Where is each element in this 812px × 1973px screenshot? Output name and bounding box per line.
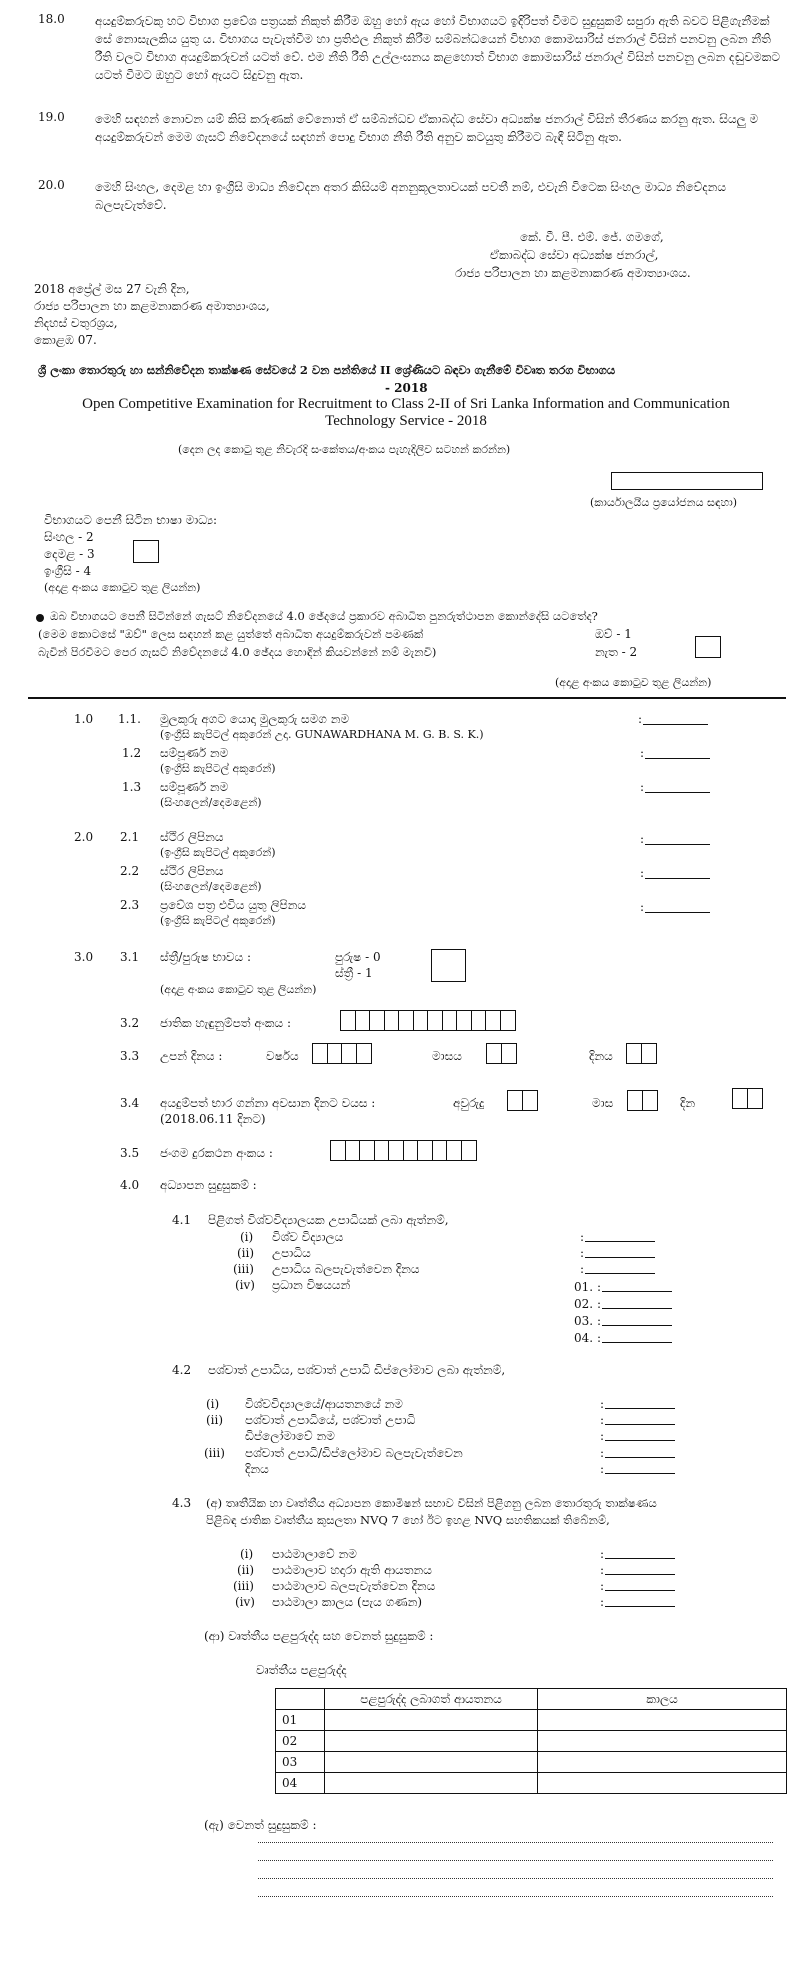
age-label: අයදුම්පත් භාර ගන්නා අවසාන දිනට වයස :	[160, 1096, 376, 1110]
nvq-iv-colon: :	[600, 1595, 605, 1609]
table-cell-period[interactable]	[538, 1752, 787, 1773]
item-2-3-colon: :	[640, 900, 645, 914]
office-use-box	[611, 472, 763, 490]
item-2-1-label: ස්ථිර ලිපිනය	[160, 830, 224, 844]
phone-label: ජංගම දුරකථන අංකය :	[160, 1146, 273, 1160]
item-1-2-hint: (ඉංග්‍රීසි කැපිටල් අකුරෙන්)	[160, 762, 276, 775]
nvq-iv-label: පාඨමාලා කාලය (පැය ගණන)	[272, 1595, 423, 1609]
item-2-1-colon: :	[640, 832, 645, 846]
medium-option-tamil: දෙමළ - 3	[44, 547, 95, 561]
form-title-sinhala: ශ්‍රී ලංකා තොරතුරු හා සන්නිවේදන තාක්ෂණ සේවයේ 2 වන පන්තියේ II ශ්‍රේණියට බඳවා ගැනීමේ විවෘත තරග විභාගය	[38, 363, 616, 377]
item-1-1-number: 1.1.	[118, 712, 141, 726]
table-row	[276, 1731, 787, 1752]
postgrad-ii-field[interactable]	[605, 1424, 675, 1425]
postgrad-title: පශ්චාත් උපාධිය, පශ්චාත් උපාධි ඩිප්ලෝමාව ලබා ඇත්නම්,	[208, 1363, 506, 1377]
gender-female-option: ස්ත්‍රී - 1	[335, 966, 373, 980]
table-header-cell: කාලය	[538, 1689, 787, 1710]
reconstruction-question: ඔබ විභාගයට පෙනී සිටින්නේ ගැසට් නිවේදනයේ 4.0 ඡේදයේ ප්‍රකාරව අබාධිත පුනරුත්ථාපන කොන්දේසි යටතේද?	[50, 609, 598, 623]
signature-ministry: රාජ්‍ය පරිපාලන හා කළමනාකරණ අමාත්‍යාංශය.	[455, 266, 691, 280]
postgrad-i-number: (i)	[206, 1397, 220, 1411]
medium-label: විභාගයට පෙනී සිටින භාෂා මාධ්‍ය:	[44, 513, 218, 527]
item-2-2-number: 2.2	[120, 864, 140, 878]
item-2-3-label: ප්‍රවේශ පත්‍ර එවිය යුතු ලිපිනය	[160, 898, 307, 912]
degree-ii-field[interactable]	[585, 1257, 655, 1258]
item-1-1-label: මුලකුරු අගට යොදා මුලකුරු සමග නම	[160, 712, 350, 726]
table-cell-institution[interactable]	[325, 1773, 538, 1794]
postgrad-iii-field-2[interactable]	[605, 1473, 675, 1474]
subject-04-field[interactable]	[602, 1342, 672, 1343]
dob-day-cells[interactable]	[626, 1043, 655, 1064]
item-1-1-colon: :	[638, 712, 643, 726]
postgrad-iii-field[interactable]	[605, 1457, 675, 1458]
postgrad-ii-number: (ii)	[206, 1413, 224, 1427]
gender-input-box[interactable]	[431, 949, 466, 982]
nvq-iii-number: (iii)	[233, 1579, 254, 1593]
gender-note: (අදාළ අංකය කොටුව තුළ ලියන්න)	[160, 983, 317, 996]
postgrad-ii-label-2: ඩිප්ලෝමාවේ නම	[245, 1429, 335, 1443]
item-2-2-label: ස්ථිර ලිපිනය	[160, 864, 224, 878]
nvq-ii-field[interactable]	[605, 1574, 675, 1575]
item-1-3-number: 1.3	[122, 780, 142, 794]
table-row	[276, 1773, 787, 1794]
clause-19-number: 19.0	[38, 110, 65, 124]
postgrad-i-field[interactable]	[605, 1408, 675, 1409]
age-years-label: අවුරුදු	[453, 1096, 485, 1110]
degree-iii-field[interactable]	[585, 1273, 655, 1274]
address-line-2: නිදහස් චතුරශ්‍රය,	[34, 316, 118, 330]
section-3-number: 3.0	[74, 950, 94, 964]
reconstruction-yes: ඔව් - 1	[595, 627, 632, 641]
table-cell-institution[interactable]	[325, 1731, 538, 1752]
item-3-5-number: 3.5	[120, 1146, 140, 1160]
item-2-2-field[interactable]	[645, 878, 710, 879]
clause-19-text: මෙහි සඳහන් නොවන යම් කිසි කරුණක් වේනොත් ඒ සම්බන්ධව ඒකාබද්ධ සේවා අධ්‍යක්ෂ ජනරාල් විසින් තීරණය කරනු ඇත. සියලු ම අයදුම්කරුවන් මෙම ගැසට් නිවේදනයේ සඳහන් පොදු විභාග නීති රීති අනුව කටයුතු කිරීමට බැඳී සිටිනු ඇත.	[95, 112, 759, 144]
item-3-1-number: 3.1	[120, 950, 140, 964]
nvq-iv-field[interactable]	[605, 1606, 675, 1607]
signature-name: කේ. වී. පී. එම්. ජේ. ගමගේ,	[520, 230, 664, 244]
nvq-iii-colon: :	[600, 1579, 605, 1593]
subject-03-label: 03.	[574, 1314, 594, 1328]
item-1-1-field[interactable]	[643, 724, 708, 725]
subject-01-label: 01.	[574, 1280, 594, 1294]
degree-i-label: විශ්ව විද්‍යාලය	[272, 1230, 344, 1244]
dob-month-label: මාසය	[432, 1049, 462, 1063]
section-1-number: 1.0	[74, 712, 94, 726]
postgrad-iii-colon: :	[600, 1446, 605, 1460]
medium-option-english: ඉංග්‍රීසි - 4	[44, 564, 92, 578]
table-row	[276, 1752, 787, 1773]
item-2-3-hint: (ඉංග්‍රීසි කැපිටල් අකුරෙන්)	[160, 914, 276, 927]
reconstruction-no: නැත - 2	[595, 645, 638, 659]
age-months-label: මාස	[592, 1096, 614, 1110]
reconstruction-line-3: බැවින් පිරවීමට පෙර ගැසට් නිවේදනයේ 4.0 ඡේදය හොඳින් කියවන්නේ නම් මැනවි)	[38, 645, 437, 659]
degree-iv-label: ප්‍රධාන විෂයයන්	[272, 1278, 351, 1292]
signature-title: ඒකාබද්ධ සේවා අධ්‍යක්ෂ ජනරාල්,	[490, 248, 659, 262]
item-2-2-hint: (සිංහලෙන්/දෙමළෙන්)	[160, 880, 262, 893]
postgrad-iii-label-2: දිනය	[245, 1462, 269, 1476]
subject-02-colon: :	[597, 1297, 602, 1311]
age-date-note: (2018.06.11 දිනට)	[160, 1112, 266, 1126]
degree-i-number: (i)	[240, 1230, 254, 1244]
gender-male-option: පුරුෂ - 0	[335, 950, 381, 964]
subject-04-label: 04.	[574, 1331, 594, 1345]
age-months-cells[interactable]	[627, 1090, 656, 1111]
degree-iv-number: (iv)	[235, 1278, 255, 1292]
reconstruction-note: (අදාළ අංකය කොටුව තුළ ලියන්න)	[555, 676, 712, 689]
dob-month-cells[interactable]	[486, 1043, 515, 1064]
subject-02-label: 02.	[574, 1297, 594, 1311]
experience-table	[275, 1688, 787, 1794]
nvq-i-field[interactable]	[605, 1558, 675, 1559]
item-2-1-number: 2.1	[120, 830, 140, 844]
other-qualifications-line-1[interactable]	[258, 1842, 773, 1843]
form-instruction: (දෙන ලද කොටු තුළ නිවැරදි සංකේතය/අංකය පැහැදිලිව සටහන් කරන්න)	[178, 443, 511, 456]
form-title-english-2: Technology Service - 2018	[325, 413, 487, 429]
dob-label: උපන් දිනය :	[160, 1049, 223, 1063]
clause-20-number: 20.0	[38, 178, 65, 192]
degree-iii-number: (iii)	[233, 1262, 254, 1276]
postgrad-ii-colon-2: :	[600, 1429, 605, 1443]
item-2-3-number: 2.3	[120, 898, 140, 912]
table-header-row	[276, 1689, 787, 1710]
medium-note: (අදාළ අංකය කොටුව තුළ ලියන්න)	[44, 581, 201, 594]
medium-option-sinhala: සිංහල - 2	[44, 530, 94, 544]
nvq-iii-field[interactable]	[605, 1590, 675, 1591]
postgrad-iii-colon-2: :	[600, 1462, 605, 1476]
nvq-title-line-1: (අ) තෘතීයික හා වෘත්තීය අධ්‍යාපන කොමිෂන් සභාව විසින් පිළිගනු ලබන තොරතුරු තාක්ෂණය	[206, 1496, 657, 1510]
table-cell-period[interactable]	[538, 1773, 787, 1794]
other-qualifications-line-2[interactable]	[258, 1860, 773, 1861]
section-divider	[28, 697, 786, 699]
postgrad-ii-label: පශ්චාත් උපාධියේ, පශ්චාත් උපාධි	[245, 1413, 416, 1427]
phone-input-cells[interactable]	[330, 1140, 475, 1161]
item-1-3-field[interactable]	[645, 792, 710, 793]
postgrad-ii-field-2[interactable]	[605, 1440, 675, 1441]
item-1-2-field[interactable]	[645, 758, 710, 759]
nic-label: ජාතික හැඳුනුම්පත් අංකය :	[160, 1016, 292, 1030]
other-qualifications-title: (ඇ) වෙනත් සුදුසුකම් :	[204, 1818, 317, 1832]
nvq-title-line-2: පිළිබඳ ජාතික වෘත්තීය කුසලතා NVQ 7 හෝ ඊට ඉහළ NVQ සහතිකයක් තිබේනම්,	[206, 1513, 610, 1527]
section-2-number: 2.0	[74, 830, 94, 844]
item-2-3-field[interactable]	[645, 912, 710, 913]
table-row-number: 03	[276, 1752, 325, 1773]
item-1-3-label: සම්පූර්ණ නම	[160, 780, 229, 794]
degree-ii-number: (ii)	[237, 1246, 255, 1260]
dob-year-cells[interactable]	[312, 1043, 370, 1064]
item-1-2-label: සම්පූර්ණ නම	[160, 746, 229, 760]
degree-i-field[interactable]	[585, 1241, 655, 1242]
item-3-3-number: 3.3	[120, 1049, 140, 1063]
nvq-ii-colon: :	[600, 1563, 605, 1577]
postgrad-iii-number: (iii)	[204, 1446, 225, 1460]
age-days-label: දින	[680, 1096, 696, 1110]
nvq-ii-number: (ii)	[237, 1563, 255, 1577]
dob-day-label: දිනය	[589, 1049, 613, 1063]
subject-03-field[interactable]	[602, 1325, 672, 1326]
item-4-2-number: 4.2	[172, 1363, 192, 1377]
subject-01-colon: :	[597, 1280, 602, 1294]
item-2-1-hint: (ඉංග්‍රීසි කැපිටල් අකුරෙන්)	[160, 846, 276, 859]
subject-03-colon: :	[597, 1314, 602, 1328]
subject-02-field[interactable]	[602, 1308, 672, 1309]
postgrad-i-label: විශ්වවිද්‍යාලයේ/ආයතනයේ නම	[245, 1397, 403, 1411]
dob-year-label: වර්ෂය	[266, 1049, 299, 1063]
table-row	[276, 1710, 787, 1731]
section-4-title: අධ්‍යාපන සුදුසුකම් :	[160, 1178, 257, 1192]
table-row-number: 02	[276, 1731, 325, 1752]
degree-ii-label: උපාධිය	[272, 1246, 311, 1260]
gender-label: ස්ත්‍රී/පුරුෂ භාවය :	[160, 950, 252, 964]
nvq-i-colon: :	[600, 1547, 605, 1561]
nvq-iii-label: පාඨමාලාව බලපැවැත්වෙන දිනය	[272, 1579, 436, 1593]
item-4-3-number: 4.3	[172, 1496, 192, 1510]
nvq-ii-label: පාඨමාලාව හදාරා ඇති ආයතනය	[272, 1563, 432, 1577]
address-line-3: කොළඹ 07.	[34, 333, 97, 347]
office-use-label: (කාර්යාලයීය ප්‍රයෝජනය සඳහා)	[590, 496, 738, 509]
table-row-number: 01	[276, 1710, 325, 1731]
nvq-i-label: පාඨමාලාවේ නම	[272, 1547, 357, 1561]
item-2-1-field[interactable]	[645, 844, 710, 845]
item-1-2-colon: :	[640, 746, 645, 760]
reconstruction-input-box[interactable]	[695, 636, 721, 658]
degree-title: පිළිගත් විශ්වවිද්‍යාලයක උපාධියක් ලබා ඇත්නම්,	[208, 1213, 449, 1227]
subject-01-field[interactable]	[602, 1291, 672, 1292]
item-2-2-colon: :	[640, 866, 645, 880]
section-4-number: 4.0	[120, 1178, 140, 1192]
table-cell-period[interactable]	[538, 1710, 787, 1731]
degree-ii-colon: :	[580, 1246, 585, 1260]
age-years-cells[interactable]	[507, 1090, 536, 1111]
postgrad-ii-colon: :	[600, 1413, 605, 1427]
form-title-english-1: Open Competitive Examination for Recruitment to Class 2-II of Sri Lanka Information and Communication	[82, 396, 730, 412]
issue-date: 2018 අප්‍රේල් මස 27 වැනි දින,	[34, 282, 190, 296]
subject-04-colon: :	[597, 1331, 602, 1345]
clause-20-text: මෙහි සිංහල, දෙමළ හා ඉංග්‍රීසි මාධ්‍ය නිවේදන අතර කිසියම් අනනුකූලතාවයක් පවතී නම්, එවැනි විටෙක සිංහල මාධ්‍ය නිවේදනය බලපැවැත්වේ.	[95, 180, 726, 212]
item-3-4-number: 3.4	[120, 1096, 140, 1110]
clause-18-text: අයදුම්කරුවකු හට විභාග ප්‍රවේශ පත්‍රයක් නිකුත් කිරීම ඔහු හෝ ඇය හෝ විභාගයට ඉදිරිපත් වීමට සුදුසුකම් සපුරා ඇති බවට පිළිගැනීමක් සේ නොසැලකිය යුතු ය. විභාගය පැවැත්වීම හා ප්‍රතිඵල නිකුත් කිරීම සම්බන්ධයෙන් විභාග කොමසාරිස් ජනරාල් විසින් පනවනු ලබන නීති රීති වලට විභාග අයදුම්කරුවන් යටත් වේ. එම නීති රීති උල්ලංඝනය කළහොත් විභාග කොමසාරිස් ජනරාල් විසින් පනවනු ලබන දඬුවමකට යටත් වීමට ඔහුට හෝ ඇයට සිදුවනු ඇත.	[95, 14, 780, 82]
degree-iii-colon: :	[580, 1262, 585, 1276]
other-qualifications-line-4[interactable]	[258, 1896, 773, 1897]
table-header-cell	[276, 1689, 325, 1710]
age-days-cells[interactable]	[732, 1088, 761, 1109]
table-cell-period[interactable]	[538, 1731, 787, 1752]
reconstruction-line-2: (මෙම කොටසේ "ඔව්" ලෙස සඳහන් කළ යුත්තේ අබාධිත අයදුම්කරුවන් පමණක්	[38, 627, 424, 641]
bullet-icon	[36, 614, 44, 622]
other-qualifications-line-3[interactable]	[258, 1878, 773, 1879]
table-header-cell: පළපුරුද්ද ලබාගත් ආයතනය	[325, 1689, 538, 1710]
degree-iii-label: උපාධිය බලපැවැත්වෙන දිනය	[272, 1262, 420, 1276]
item-1-1-hint: (ඉංග්‍රීසි කැපිටල් අකුරෙන් උදා. GUNAWARDHANA M. G. B. S. K.)	[160, 728, 484, 741]
experience-title: (ආ) වෘත්තීය පළපුරුද්ද සහ වෙනත් සුදුසුකම් :	[204, 1629, 434, 1643]
address-line-1: රාජ්‍ය පරිපාලන හා කළමනාකරණ අමාත්‍යාංශය,	[34, 299, 270, 313]
item-4-1-number: 4.1	[172, 1213, 192, 1227]
postgrad-iii-label: පශ්චාත් උපාධි/ඩිප්ලෝමාව බලපැවැත්වෙන	[245, 1446, 463, 1460]
form-title-year: - 2018	[385, 381, 428, 395]
experience-subtitle: වෘත්තීය පළපුරුද්ද	[256, 1663, 347, 1677]
postgrad-i-colon: :	[600, 1397, 605, 1411]
table-cell-institution[interactable]	[325, 1752, 538, 1773]
item-1-3-hint: (සිංහලෙන්/දෙමළෙන්)	[160, 796, 262, 809]
item-3-2-number: 3.2	[120, 1016, 140, 1030]
table-row-number: 04	[276, 1773, 325, 1794]
item-1-2-number: 1.2	[122, 746, 142, 760]
nvq-iv-number: (iv)	[235, 1595, 255, 1609]
clause-18-number: 18.0	[38, 12, 65, 26]
degree-i-colon: :	[580, 1230, 585, 1244]
table-cell-institution[interactable]	[325, 1710, 538, 1731]
item-1-3-colon: :	[640, 780, 645, 794]
medium-input-box[interactable]	[133, 540, 159, 563]
nvq-i-number: (i)	[240, 1547, 254, 1561]
nic-input-cells[interactable]	[340, 1010, 514, 1031]
